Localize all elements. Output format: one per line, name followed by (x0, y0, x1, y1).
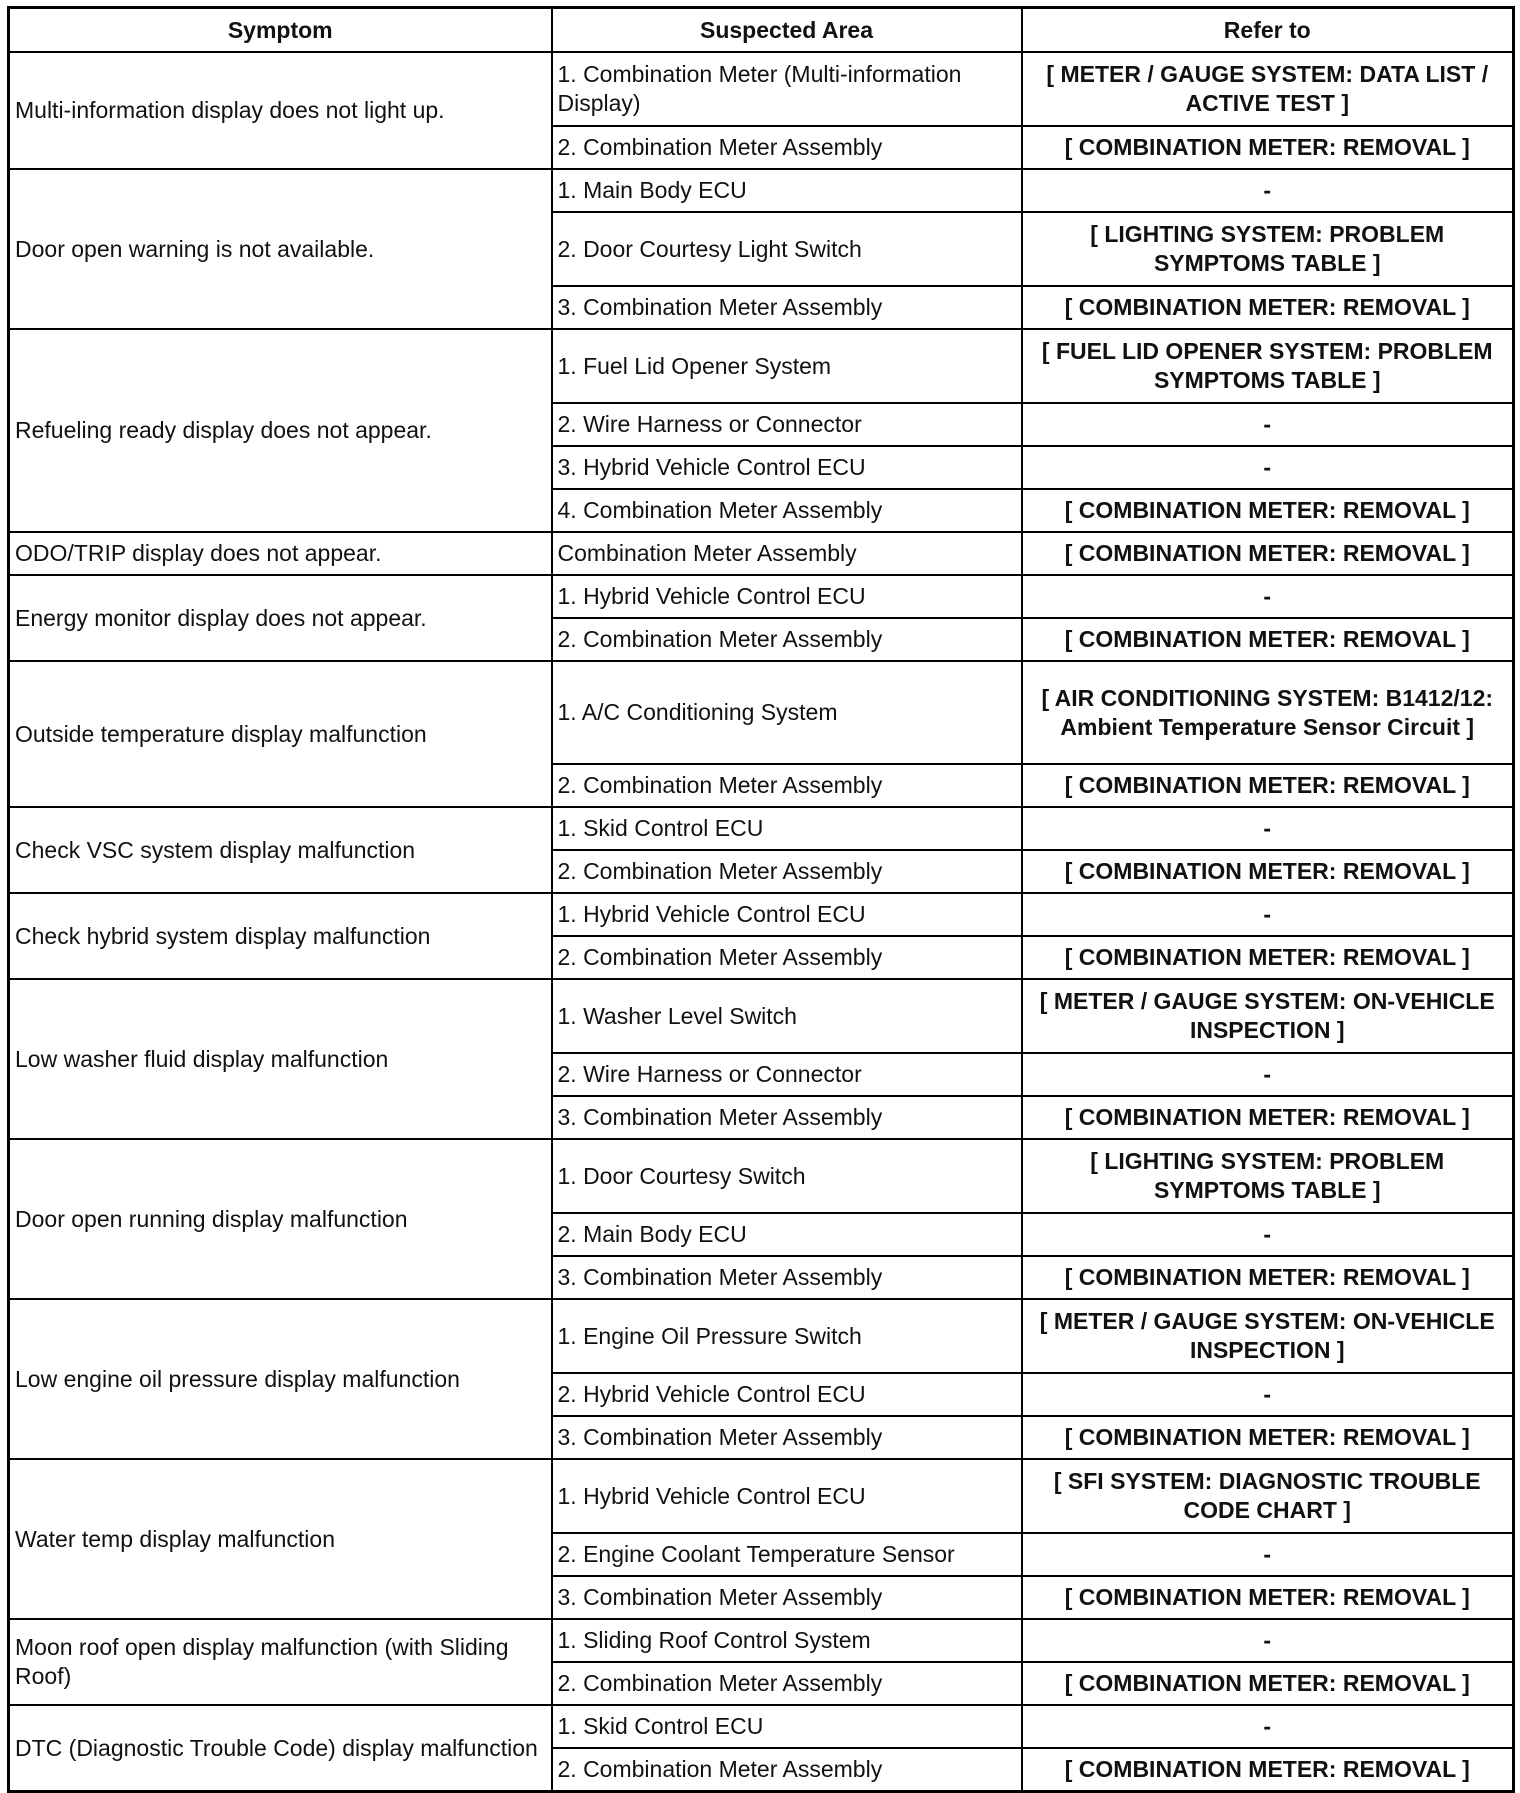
table-row (9, 807, 1514, 850)
refer-to-cell: [ COMBINATION METER: REMOVAL ] (1022, 1748, 1514, 1792)
symptom-cell: Moon roof open display malfunction (with Sliding Roof) (9, 1619, 552, 1705)
header-suspected-area: Suspected Area (552, 8, 1022, 53)
suspected-area-cell: 2. Combination Meter Assembly (552, 126, 1022, 169)
header-row (9, 8, 1514, 53)
header-refer-to: Refer to (1022, 8, 1514, 53)
symptom-cell: Refueling ready display does not appear. (9, 329, 552, 532)
table-row (9, 1299, 1514, 1373)
symptom-cell: Door open running display malfunction (9, 1139, 552, 1299)
refer-to-cell: - (1022, 403, 1514, 446)
refer-to-cell: [ COMBINATION METER: REMOVAL ] (1022, 1576, 1514, 1619)
table-row (9, 532, 1514, 575)
suspected-area-cell: 1. Skid Control ECU (552, 1705, 1022, 1748)
suspected-area-cell: 1. Combination Meter (Multi-information Display) (552, 52, 1022, 126)
suspected-area-cell: 2. Combination Meter Assembly (552, 850, 1022, 893)
suspected-area-cell: 2. Combination Meter Assembly (552, 936, 1022, 979)
table-row (9, 979, 1514, 1053)
suspected-area-cell: 1. A/C Conditioning System (552, 661, 1022, 764)
symptom-cell: Outside temperature display malfunction (9, 661, 552, 807)
suspected-area-cell: 1. Skid Control ECU (552, 807, 1022, 850)
refer-to-cell: [ LIGHTING SYSTEM: PROBLEM SYMPTOMS TABLE ] (1022, 212, 1514, 286)
symptom-cell: Energy monitor display does not appear. (9, 575, 552, 661)
table-row (9, 1619, 1514, 1662)
symptom-cell: Low engine oil pressure display malfunction (9, 1299, 552, 1459)
table-row (9, 329, 1514, 403)
suspected-area-cell: 3. Combination Meter Assembly (552, 286, 1022, 329)
refer-to-cell: - (1022, 1619, 1514, 1662)
suspected-area-cell: 3. Combination Meter Assembly (552, 1256, 1022, 1299)
suspected-area-cell: 2. Combination Meter Assembly (552, 618, 1022, 661)
table-row (9, 52, 1514, 126)
refer-to-cell: [ FUEL LID OPENER SYSTEM: PROBLEM SYMPTOMS TABLE ] (1022, 329, 1514, 403)
symptom-cell: Check hybrid system display malfunction (9, 893, 552, 979)
suspected-area-cell: 3. Hybrid Vehicle Control ECU (552, 446, 1022, 489)
table-body (9, 52, 1514, 1792)
refer-to-cell: [ COMBINATION METER: REMOVAL ] (1022, 618, 1514, 661)
problem-symptoms-table (7, 6, 1515, 1793)
suspected-area-cell: 1. Door Courtesy Switch (552, 1139, 1022, 1213)
refer-to-cell: [ COMBINATION METER: REMOVAL ] (1022, 1256, 1514, 1299)
refer-to-cell: [ COMBINATION METER: REMOVAL ] (1022, 1662, 1514, 1705)
suspected-area-cell: 1. Washer Level Switch (552, 979, 1022, 1053)
refer-to-cell: - (1022, 575, 1514, 618)
symptom-cell: Check VSC system display malfunction (9, 807, 552, 893)
refer-to-cell: - (1022, 893, 1514, 936)
refer-to-cell: [ SFI SYSTEM: DIAGNOSTIC TROUBLE CODE CHART ] (1022, 1459, 1514, 1533)
refer-to-cell: - (1022, 1213, 1514, 1256)
suspected-area-cell: 4. Combination Meter Assembly (552, 489, 1022, 532)
table-row (9, 1459, 1514, 1533)
suspected-area-cell: 1. Main Body ECU (552, 169, 1022, 212)
refer-to-cell: [ COMBINATION METER: REMOVAL ] (1022, 936, 1514, 979)
symptom-cell: Door open warning is not available. (9, 169, 552, 329)
table-row (9, 1705, 1514, 1748)
refer-to-cell: [ COMBINATION METER: REMOVAL ] (1022, 489, 1514, 532)
refer-to-cell: - (1022, 807, 1514, 850)
refer-to-cell: [ COMBINATION METER: REMOVAL ] (1022, 1416, 1514, 1459)
symptom-cell: Low washer fluid display malfunction (9, 979, 552, 1139)
refer-to-cell: [ COMBINATION METER: REMOVAL ] (1022, 850, 1514, 893)
suspected-area-cell: 2. Combination Meter Assembly (552, 764, 1022, 807)
refer-to-cell: [ METER / GAUGE SYSTEM: ON-VEHICLE INSPECTION ] (1022, 1299, 1514, 1373)
suspected-area-cell: 1. Hybrid Vehicle Control ECU (552, 1459, 1022, 1533)
refer-to-cell: [ COMBINATION METER: REMOVAL ] (1022, 126, 1514, 169)
refer-to-cell: [ METER / GAUGE SYSTEM: DATA LIST / ACTIVE TEST ] (1022, 52, 1514, 126)
table-row (9, 893, 1514, 936)
refer-to-cell: - (1022, 446, 1514, 489)
table-row (9, 169, 1514, 212)
problem-symptoms-table-container (7, 6, 1512, 1793)
suspected-area-cell: 2. Combination Meter Assembly (552, 1748, 1022, 1792)
refer-to-cell: - (1022, 1053, 1514, 1096)
refer-to-cell: [ COMBINATION METER: REMOVAL ] (1022, 286, 1514, 329)
refer-to-cell: - (1022, 1705, 1514, 1748)
suspected-area-cell: 1. Engine Oil Pressure Switch (552, 1299, 1022, 1373)
suspected-area-cell: 1. Sliding Roof Control System (552, 1619, 1022, 1662)
table-row (9, 575, 1514, 618)
suspected-area-cell: 1. Fuel Lid Opener System (552, 329, 1022, 403)
suspected-area-cell: 3. Combination Meter Assembly (552, 1416, 1022, 1459)
symptom-cell: Multi-information display does not light up. (9, 52, 552, 169)
suspected-area-cell: 3. Combination Meter Assembly (552, 1576, 1022, 1619)
refer-to-cell: - (1022, 1533, 1514, 1576)
header-symptom: Symptom (9, 8, 552, 53)
table-row (9, 1139, 1514, 1213)
refer-to-cell: [ COMBINATION METER: REMOVAL ] (1022, 1096, 1514, 1139)
suspected-area-cell: 2. Combination Meter Assembly (552, 1662, 1022, 1705)
suspected-area-cell: 2. Main Body ECU (552, 1213, 1022, 1256)
symptom-cell: DTC (Diagnostic Trouble Code) display malfunction (9, 1705, 552, 1792)
refer-to-cell: [ METER / GAUGE SYSTEM: ON-VEHICLE INSPECTION ] (1022, 979, 1514, 1053)
suspected-area-cell: 1. Hybrid Vehicle Control ECU (552, 575, 1022, 618)
symptom-cell: ODO/TRIP display does not appear. (9, 532, 552, 575)
suspected-area-cell: 3. Combination Meter Assembly (552, 1096, 1022, 1139)
suspected-area-cell: 1. Hybrid Vehicle Control ECU (552, 893, 1022, 936)
refer-to-cell: [ COMBINATION METER: REMOVAL ] (1022, 532, 1514, 575)
table-row (9, 661, 1514, 764)
suspected-area-cell: 2. Wire Harness or Connector (552, 1053, 1022, 1096)
refer-to-cell: - (1022, 169, 1514, 212)
refer-to-cell: [ COMBINATION METER: REMOVAL ] (1022, 764, 1514, 807)
suspected-area-cell: 2. Wire Harness or Connector (552, 403, 1022, 446)
suspected-area-cell: 2. Hybrid Vehicle Control ECU (552, 1373, 1022, 1416)
refer-to-cell: - (1022, 1373, 1514, 1416)
suspected-area-cell: 2. Door Courtesy Light Switch (552, 212, 1022, 286)
suspected-area-cell: Combination Meter Assembly (552, 532, 1022, 575)
symptom-cell: Water temp display malfunction (9, 1459, 552, 1619)
suspected-area-cell: 2. Engine Coolant Temperature Sensor (552, 1533, 1022, 1576)
refer-to-cell: [ LIGHTING SYSTEM: PROBLEM SYMPTOMS TABLE ] (1022, 1139, 1514, 1213)
refer-to-cell: [ AIR CONDITIONING SYSTEM: B1412/12: Ambient Temperature Sensor Circuit ] (1022, 661, 1514, 764)
